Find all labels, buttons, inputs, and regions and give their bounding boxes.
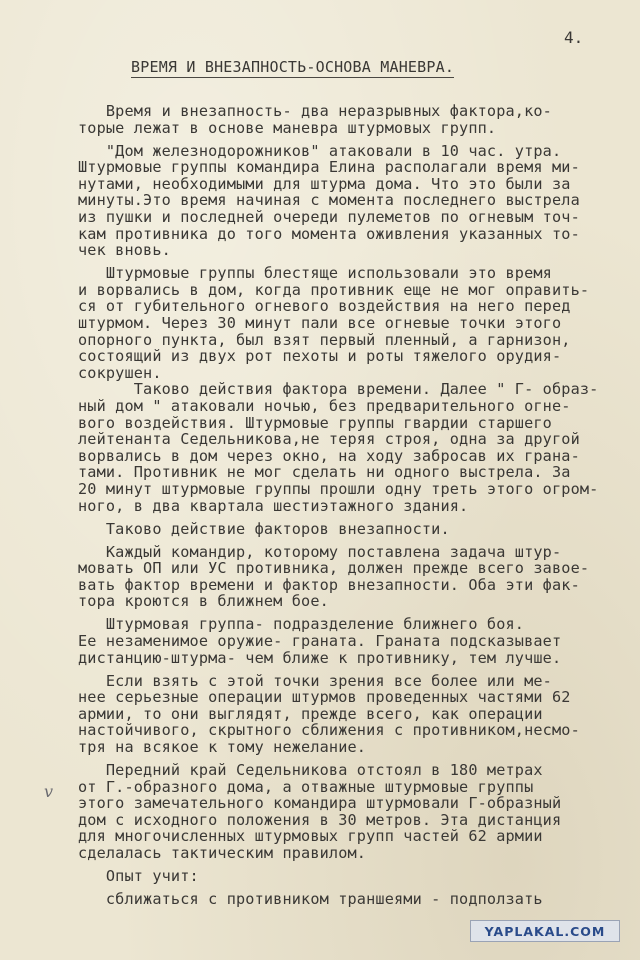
- text-line: тря на всякое к тому нежелание.: [78, 738, 367, 756]
- text-line: тами. Противник не мог сделать ни одного выстрела. За: [78, 463, 571, 482]
- text-line: Ее незаменимое оружие- граната. Граната подсказывает: [78, 632, 562, 650]
- text-line: кам противника до того момента оживления указанных то-: [78, 224, 580, 243]
- text-line: чек вновь.: [78, 241, 171, 260]
- text-line: Опыт учит:: [78, 867, 199, 885]
- text-line: Штурмовые группы блестяще использовали это время: [78, 264, 552, 283]
- text-line: Передний край Седельникова отстоял в 180 метрах: [78, 761, 543, 779]
- text-line: Если взять с этой точки зрения все более или ме-: [78, 671, 552, 690]
- text-line: дом с исходного положения в 30 метров. Эта дистанция: [78, 810, 562, 829]
- text-line: сближаться с противником траншеями - подползать: [78, 890, 543, 908]
- text-line: Время и внезапность- два неразрывных фактора,ко-: [78, 102, 552, 120]
- text-line: Таково действие факторов внезапности.: [78, 519, 450, 538]
- text-line: настойчивого, скрытного сближения с противником,несмо-: [78, 721, 580, 740]
- text-line: для многочисленных штурмовых групп частей 62 армии: [78, 827, 543, 846]
- text-line: ворвались в дом через окно, на ходу забросав их грана-: [78, 446, 580, 465]
- text-line: армии, то они выглядят, прежде всего, как операции: [78, 704, 543, 723]
- margin-checkmark: v: [44, 782, 54, 801]
- text-line: ный дом " атаковали ночью, без предварительного огне-: [78, 397, 571, 415]
- text-line: мовать ОП или УС противника, должен прежде всего завое-: [78, 559, 590, 578]
- text-line: состоящий из двух рот пехоты и роты тяжелого орудия-: [78, 347, 562, 366]
- page-number: 4.: [564, 28, 584, 47]
- text-line: лейтенанта Седельникова,не теряя строя, одна за другой: [78, 430, 580, 449]
- text-line: ного, в два квартала шестиэтажного здания.: [78, 496, 469, 515]
- text-line: дистанцию-штурма- чем ближе к противнику, тем лучше.: [78, 648, 562, 667]
- text-line: опорного пункта, был взят первый пленный, а гарнизон,: [78, 330, 571, 349]
- text-line: ся от губительного огневого воздействия на него перед: [78, 297, 571, 316]
- text-line: Каждый командир, которому поставлена задача штур-: [78, 542, 562, 561]
- text-line: Таково действия фактора времени. Далее " Г- образ-: [78, 380, 599, 399]
- text-line: сокрушен.: [78, 363, 162, 382]
- text-line: из пушки и последней очереди пулеметов по огневым точ-: [78, 208, 580, 226]
- text-line: Штурмовая группа- подразделение ближнего боя.: [78, 615, 525, 634]
- text-line: этого замечательного командира штурмовали Г-образный: [78, 794, 562, 813]
- text-line: тора кроются в ближнем бое.: [78, 592, 329, 611]
- text-line: сделалась тактическим правилом.: [78, 844, 367, 862]
- text-line: нутами, необходимыми для штурма дома. Что это были за: [78, 174, 571, 193]
- text-line: торые лежат в основе маневра штурмовых групп.: [78, 118, 497, 137]
- text-line: "Дом железнодорожников" атаковали в 10 час. утра.: [78, 141, 562, 160]
- text-line: Штурмовые группы командира Елина располагали время ми-: [78, 158, 580, 177]
- text-line: минуты.Это время начиная с момента последнего выстрела: [78, 191, 580, 210]
- text-line: вого воздействия. Штурмовые группы гвардии старшего: [78, 413, 552, 432]
- document-title: ВРЕМЯ И ВНЕЗАПНОСТЬ-ОСНОВА МАНЕВРА.: [131, 58, 455, 76]
- text-line: штурмом. Через 30 минут пали все огневые точки этого: [78, 314, 562, 332]
- text-line: 20 минут штурмовые группы прошли одну треть этого огром-: [78, 480, 599, 498]
- text-line: от Г.-образного дома, а отважные штурмовые группы: [78, 777, 534, 796]
- text-line: и ворвались в дом, когда противник еще не мог оправить-: [78, 280, 590, 299]
- text-line: вать фактор времени и фактор внезапности. Оба эти фак-: [78, 575, 580, 594]
- text-line: нее серьезные операции штурмов проведенных частями 62: [78, 688, 571, 707]
- watermark-logo: YAPLAKAL.COM: [470, 920, 620, 942]
